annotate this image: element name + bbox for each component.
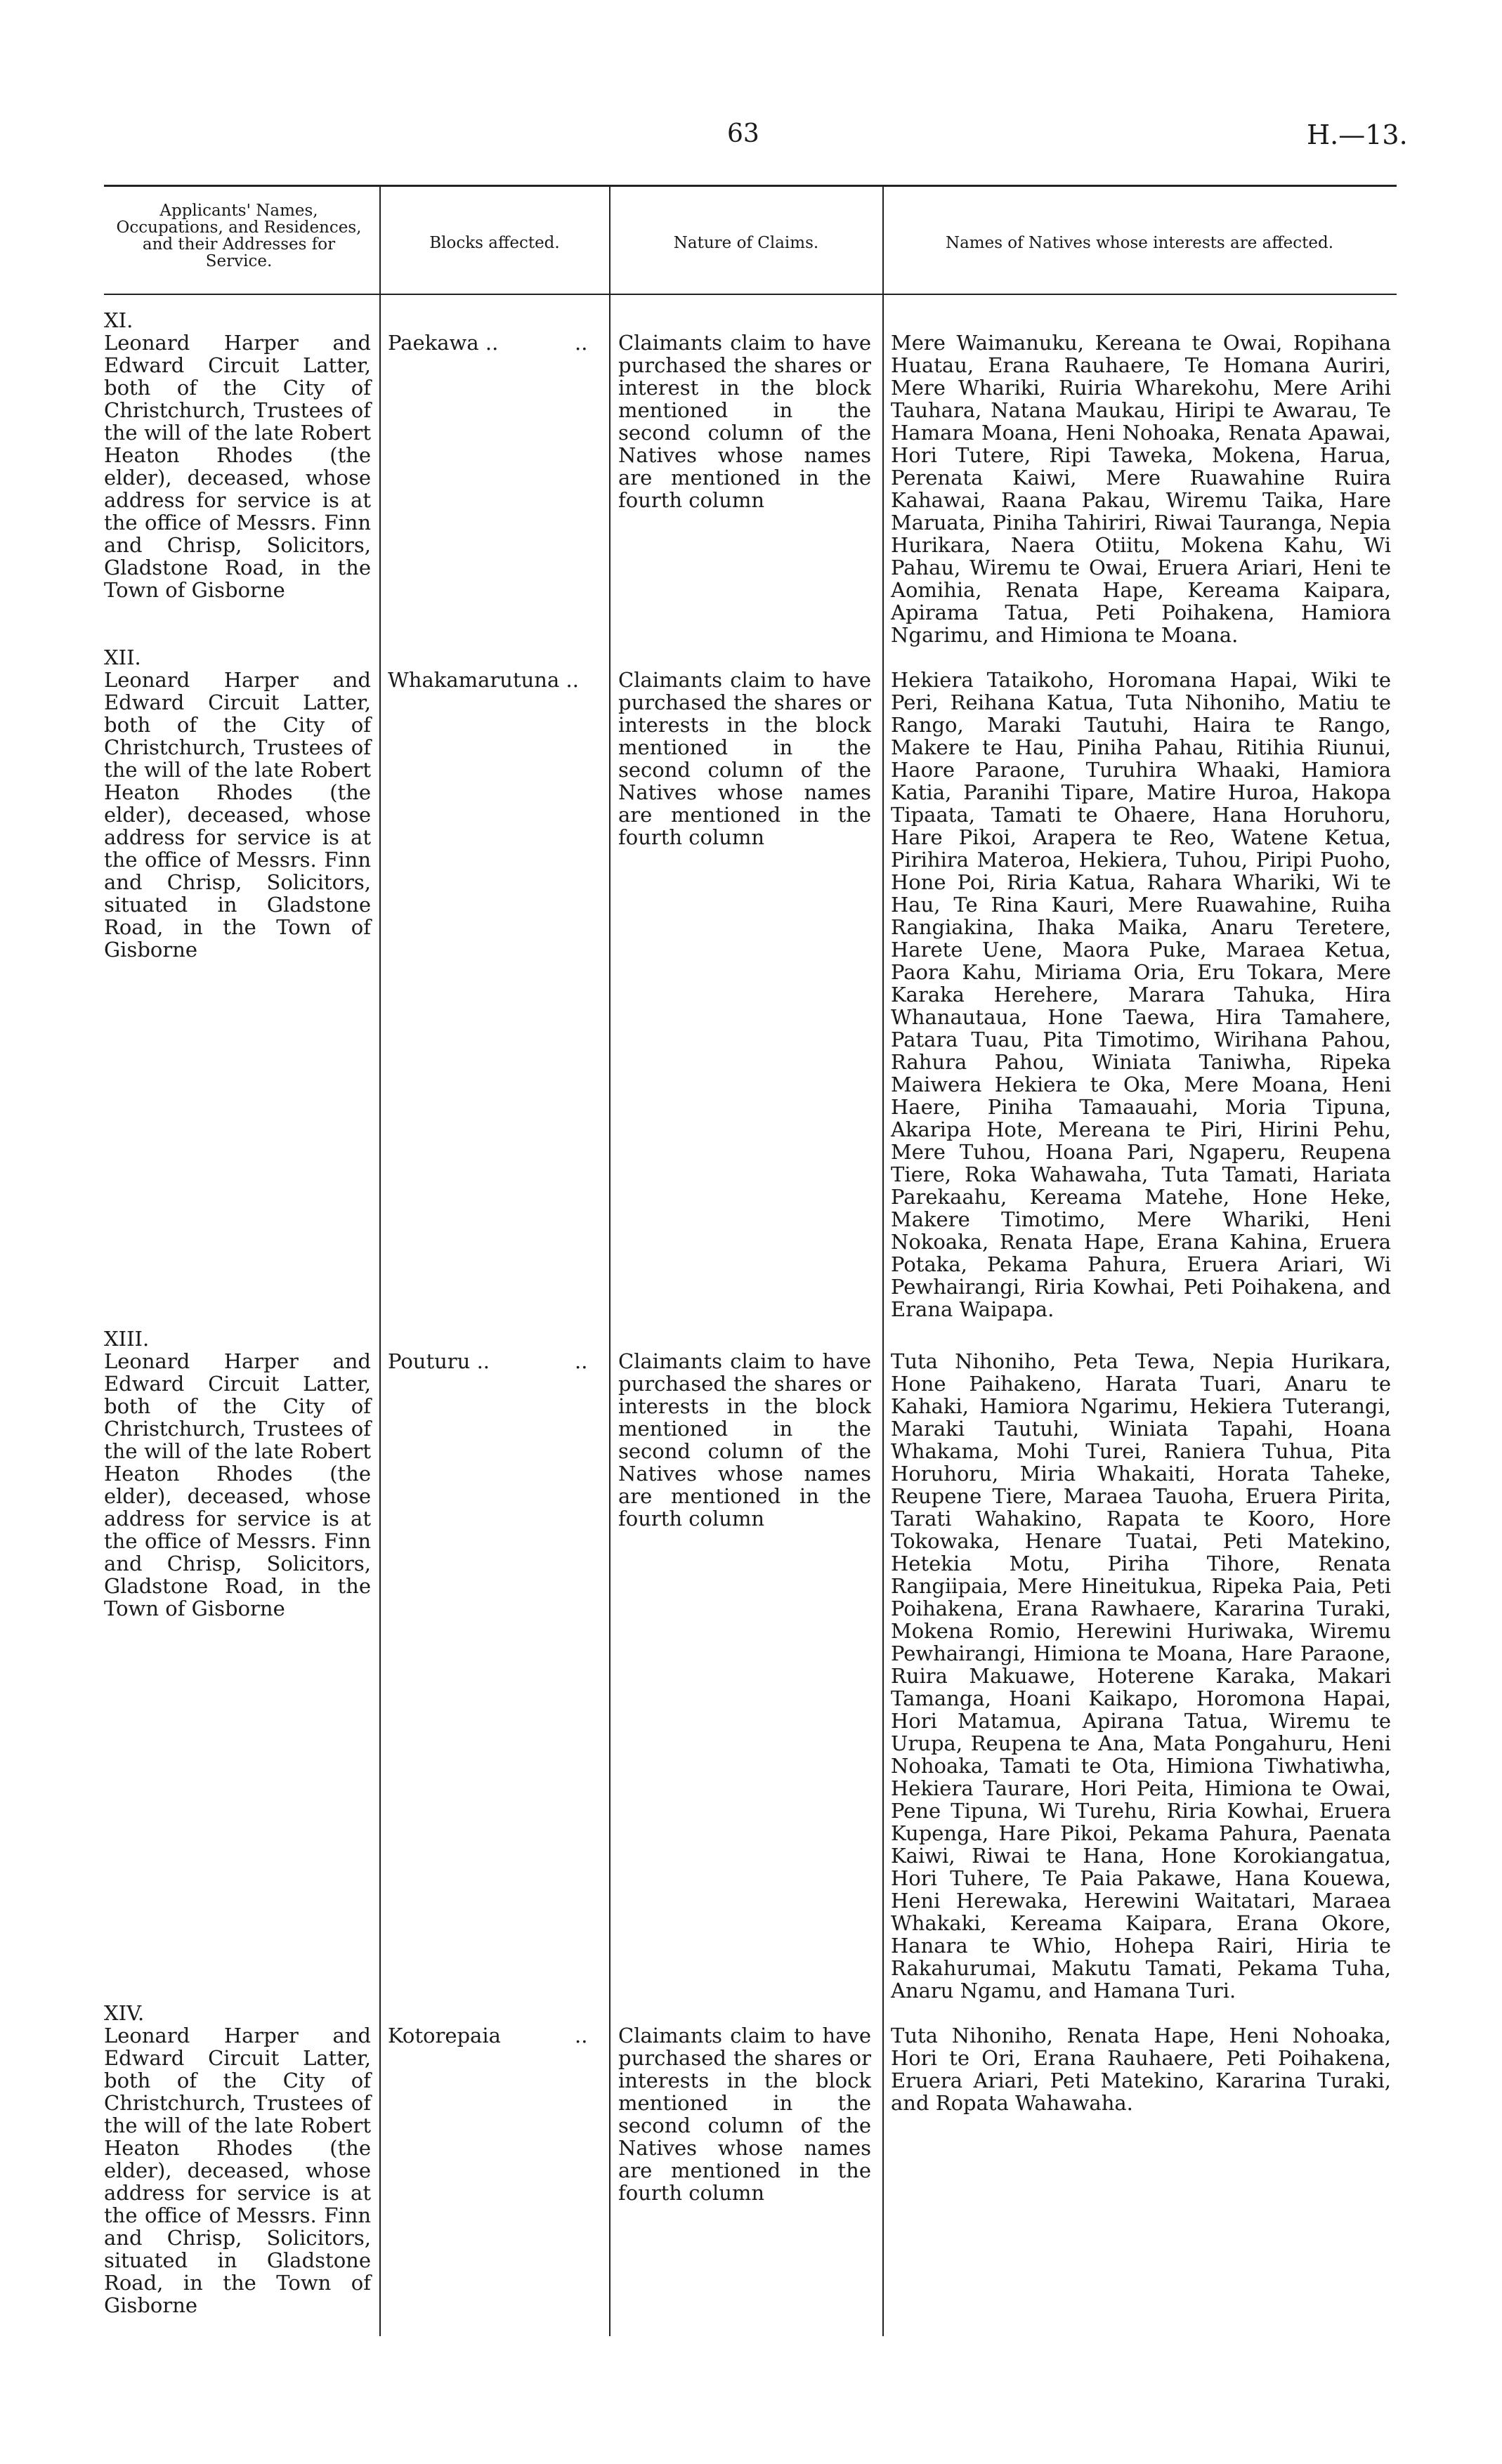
block-name: Pouturu .. xyxy=(388,1349,490,1373)
applicant-text: Leonard Harper and Edward Circuit Latter, both of the City of Christchurch, Trustees of the will of the late Robert Heaton Rhodes (the elder), deceased, whose address for service is at the office of Messrs. Finn and Chrisp, Solicitors, Gladstone Road, in the Town of Gisborne xyxy=(104,1349,371,1620)
block-dots: .. xyxy=(575,1349,588,1373)
nature-of-claim: Claimants claim to have purchased the shares or interest in the block mentioned in the second column of the Natives whose names are mentioned in the fourth column xyxy=(618,331,871,512)
applicant-cell-xiv xyxy=(104,2002,371,2316)
column-header-nature: Nature of Claims. xyxy=(673,234,819,252)
block-name: Paekawa .. xyxy=(388,331,499,355)
applicant-text: Leonard Harper and Edward Circuit Latter, both of the City of Christchurch, Trustees of the will of the late Robert Heaton Rhodes (the elder), deceased, whose address for service is at the office of Messrs. Finn and Chrisp, Solicitors, situated in Gladstone Road, in the Town of Gisborne xyxy=(104,2024,371,2317)
block-name: Kotorepaia xyxy=(388,2024,501,2047)
natives-list: Tuta Nihoniho, Peta Tewa, Nepia Hurikara, Hone Paihakeno, Harata Tuari, Anaru te Kahaki, Hamiora Ngarimu, Hekiera Tuterangi, Maraki Tautuhi, Winiata Tapahi, Hoana Whakama, Mohi Turei, Raniera Tuhua, Pita Horuhoru, Miria Whakaiti, Horata Taheke, Reupene Tiere, Maraea Tauoha, Eruera Pirita, Tarati Wahakino, Rapata te Kooro, Hore Tokowaka, Henare Tuatai, Peti Matekino, Hetekia Motu, Piriha Tihore, Renata Rangiipaia, Mere Hineitukua, Ripeka Paia, Peti Poihakena, Erana Rawhaere, Kararina Turaki, Mokena Romio, Herewini Huriwaka, Wiremu Pewhairangi, Himiona te Moana, Hare Paraone, Ruira Makuawe, Hoterene Karaka, Makari Tamanga, Hoani Kaikapo, Horomona Hapai, Hori Matamua, Apirana Tatua, Wiremu te Urupa, Reupena te Ana, Mata Pongahuru, Heni Nohoaka, Tamati te Ota, Himiona Tiwhatiwha, Hekiera Taurare, Hori Peita, Himiona te Owai, Pene Tipuna, Wi Turehu, Riria Kowhai, Eruera Kupenga, Hare Pikoi, Pekama Pahura, Paenata Kaiwi, Riwai te Hana, Hone Korokiangatua, Hori Tuhere, Te Paia Pakawe, Hana Kouewa, Heni Herewaka, Herewini Waitatari, Maraea Whakaki, Kereama Kaipara, Erana Okore, Hanara te Whio, Hohepa Rairi, Hiria te Rakahurumai, Makutu Tamati, Pekama Tuha, Anaru Ngamu, and Hamana Turi. xyxy=(891,1349,1391,2003)
natives-list: Tuta Nihoniho, Renata Hape, Heni Nohoaka, Hori te Ori, Erana Rauhaere, Peti Poihakena, Eruera Ariari, Peti Matekino, Kararina Turaki, and Ropata Wahawaha. xyxy=(891,2024,1391,2115)
column-divider-2 xyxy=(609,187,610,2336)
natives-list: Hekiera Tataikoho, Horomana Hapai, Wiki te Peri, Reihana Katua, Tuta Nihoniho, Matiu te Rango, Maraki Tautuhi, Haira te Rango, Makere te Hau, Piniha Pahau, Ritihia Riunui, Haore Paraone, Turuhira Whaaki, Hamiora Katia, Paranihi Tipare, Matire Huroa, Hakopa Tipaata, Tamati te Ohaere, Hana Horuhoru, Hare Pikoi, Arapera te Reo, Watene Ketua, Pirihira Materoa, Hekiera, Tuhou, Piripi Puoho, Hone Poi, Riria Katua, Rahara Whariki, Wi te Hau, Te Rina Kauri, Mere Ruawahine, Ruiha Rangiakina, Ihaka Maika, Anaru Teretere, Harete Uene, Maora Puke, Maraea Ketua, Paora Kahu, Miriama Oria, Eru Tokara, Mere Karaka Herehere, Marara Tahuka, Hira Whanautaua, Hone Taewa, Hira Tamahere, Patara Tuau, Pita Timotimo, Wirihana Pahou, Rahura Pahou, Winiata Taniwha, Ripeka Maiwera Hekiera te Oka, Mere Moana, Heni Haere, Piniha Tamaauahi, Moria Tipuna, Akaripa Hote, Mereana te Piri, Hirini Pehu, Mere Tuhou, Hoana Pari, Ngaperu, Reupena Tiere, Roka Wahawaha, Tuta Tamati, Hariata Parekaahu, Kereama Matehe, Hone Heke, Makere Timotimo, Mere Whariki, Heni Nokoaka, Renata Hape, Erana Kahina, Eruera Potaka, Pekama Pahura, Eruera Ariari, Wi Pewhairangi, Riria Kowhai, Peti Poihakena, and Erana Waipapa. xyxy=(891,668,1391,1321)
entry-numeral: XI. xyxy=(104,308,133,332)
entry-numeral: XIV. xyxy=(104,2001,145,2025)
page-number: 63 xyxy=(727,119,759,148)
table-top-rule xyxy=(104,185,1397,187)
header-bottom-rule xyxy=(104,294,1397,295)
applicant-text: Leonard Harper and Edward Circuit Latter, both of the City of Christchurch, Trustees of the will of the late Robert Heaton Rhodes (the elder), deceased, whose address for service is at the office of Messrs. Finn and Chrisp, Solicitors, situated in Gladstone Road, in the Town of Gisborne xyxy=(104,668,371,962)
block-dots: .. xyxy=(575,2024,588,2047)
nature-of-claim: Claimants claim to have purchased the shares or interests in the block mentioned in the second column of the Natives whose names are mentioned in the fourth column xyxy=(618,668,871,849)
entry-numeral: XII. xyxy=(104,646,141,669)
applicant-text: Leonard Harper and Edward Circuit Latter, both of the City of Christchurch, Trustees of the will of the late Robert Heaton Rhodes (the elder), deceased, whose address for service is at the office of Messrs. Finn and Chrisp, Solicitors, Gladstone Road, in the Town of Gisborne xyxy=(104,331,371,602)
block-name: Whakamarutuna .. xyxy=(388,668,579,692)
column-header-natives: Names of Natives whose interests are affected. xyxy=(945,234,1334,252)
column-header-applicants: Applicants' Names, Occupations, and Residences, and their Addresses for Service. xyxy=(116,202,362,270)
block-dots: .. xyxy=(575,331,588,355)
applicant-cell-xii xyxy=(104,646,371,961)
entry-numeral: XIII. xyxy=(104,1327,150,1351)
nature-of-claim: Claimants claim to have purchased the shares or interests in the block mentioned in the second column of the Natives whose names are mentioned in the fourth column xyxy=(618,1349,871,1531)
nature-of-claim: Claimants claim to have purchased the shares or interests in the block mentioned in the second column of the Natives whose names are mentioned in the fourth column xyxy=(618,2024,871,2205)
column-divider-1 xyxy=(379,187,381,2336)
column-divider-3 xyxy=(882,187,884,2336)
applicant-cell-xiii xyxy=(104,1328,371,1620)
document-reference: H.—13. xyxy=(1307,119,1408,150)
column-header-blocks: Blocks affected. xyxy=(429,234,560,252)
natives-list: Mere Waimanuku, Kereana te Owai, Ropihana Huatau, Erana Rauhaere, Te Homana Auriri, Mere Whariki, Ruiria Wharekohu, Mere Arihi Tauhara, Natana Maukau, Hiripi te Awarau, Te Hamara Moana, Heni Nohoaka, Renata Apawai, Hori Tutere, Ripi Taweka, Mokena, Harua, Perenata Kaiwi, Mere Ruawahine Ruira Kahawai, Raana Pakau, Wiremu Taika, Hare Maruata, Piniha Tahiriri, Riwai Tauranga, Nepia Hurikara, Naera Otiitu, Mokena Kahu, Wi Pahau, Wiremu te Owai, Eruera Ariari, Heni te Aomihia, Renata Hape, Kereama Kaipara, Apirama Tatua, Peti Poihakena, Hamiora Ngarimu, and Himiona te Moana. xyxy=(891,331,1391,647)
applicant-cell-xi xyxy=(104,309,371,601)
